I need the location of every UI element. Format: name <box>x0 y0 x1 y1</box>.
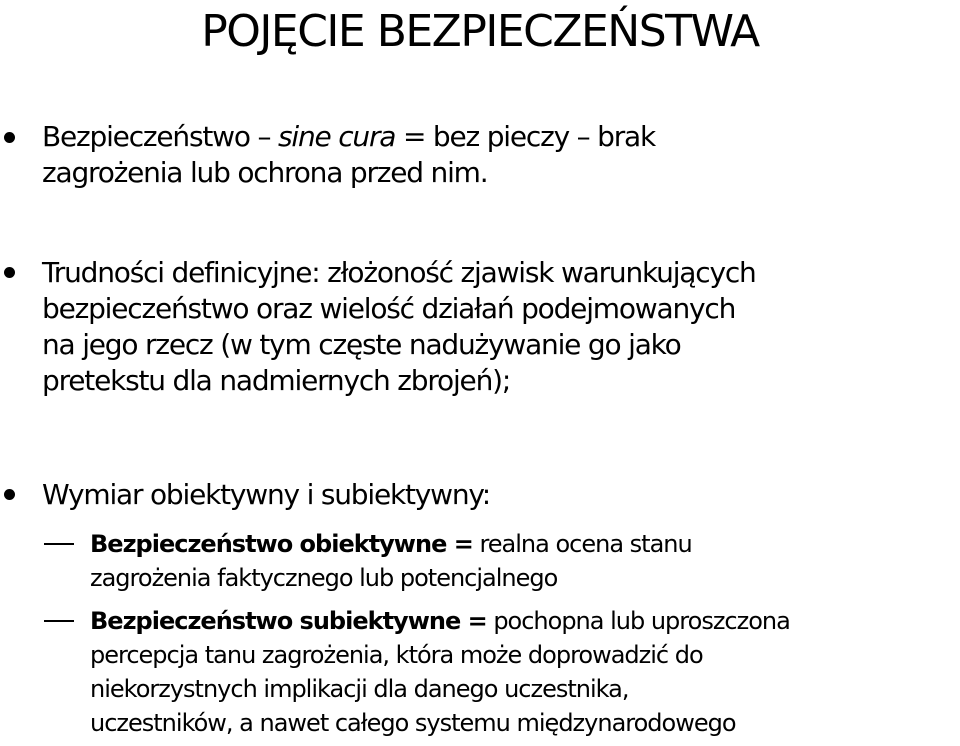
subitem-subjective-line-1 <box>90 604 960 638</box>
bullet-difficulties-line: pretekstu dla nadmiernych zbrojeń); <box>42 364 511 397</box>
latin-term: sine cura <box>277 120 396 153</box>
subitem-subjective-line: uczestników, a nawet całego systemu międzynarodowego <box>90 709 736 737</box>
subitem-objective-line-1 <box>90 527 960 561</box>
bullet-definition-line-2: zagrożenia lub ochrona przed nim. <box>42 156 488 189</box>
dash-icon <box>44 543 74 545</box>
subitem-subjective-line: niekorzystnych implikacji dla danego uczestnika, <box>90 675 629 703</box>
text-segment: realna ocena stanu <box>472 530 692 558</box>
bullet-definition-line-1 <box>42 119 960 155</box>
bullet-difficulties-line: Trudności definicyjne: złożoność zjawisk warunkujących <box>42 256 756 289</box>
objective-term: Bezpieczeństwo obiektywne = <box>90 530 473 558</box>
bullet-difficulties-text <box>42 255 960 399</box>
dash-icon <box>44 620 74 622</box>
subitem-objective-line: zagrożenia faktycznego lub potencjalnego <box>90 564 558 592</box>
slide-title: POJĘCIE BEZPIECZEŃSTWA <box>201 6 759 57</box>
text-segment: Bezpieczeństwo – <box>42 120 278 153</box>
bullet-difficulties-line: bezpieczeństwo oraz wielość działań podejmowanych <box>42 292 736 325</box>
bullet-dimension-text: Wymiar obiektywny i subiektywny: <box>42 478 490 511</box>
bullet-dot-icon <box>4 267 15 278</box>
bullet-definition-text <box>42 119 960 191</box>
bullet-dot-icon <box>4 489 15 500</box>
subjective-term: Bezpieczeństwo subiektywne = <box>90 607 487 635</box>
text-segment: = bez pieczy – brak <box>395 120 656 153</box>
bullet-dot-icon <box>4 132 15 143</box>
bullet-difficulties-line: na jego rzecz (w tym częste nadużywanie go jako <box>42 328 681 361</box>
subitem-subjective-line: percepcja tanu zagrożenia, która może doprowadzić do <box>90 641 703 669</box>
text-segment: pochopna lub uproszczona <box>486 607 790 635</box>
subitem-subjective-text <box>90 604 960 740</box>
subitem-objective-text <box>90 527 960 595</box>
